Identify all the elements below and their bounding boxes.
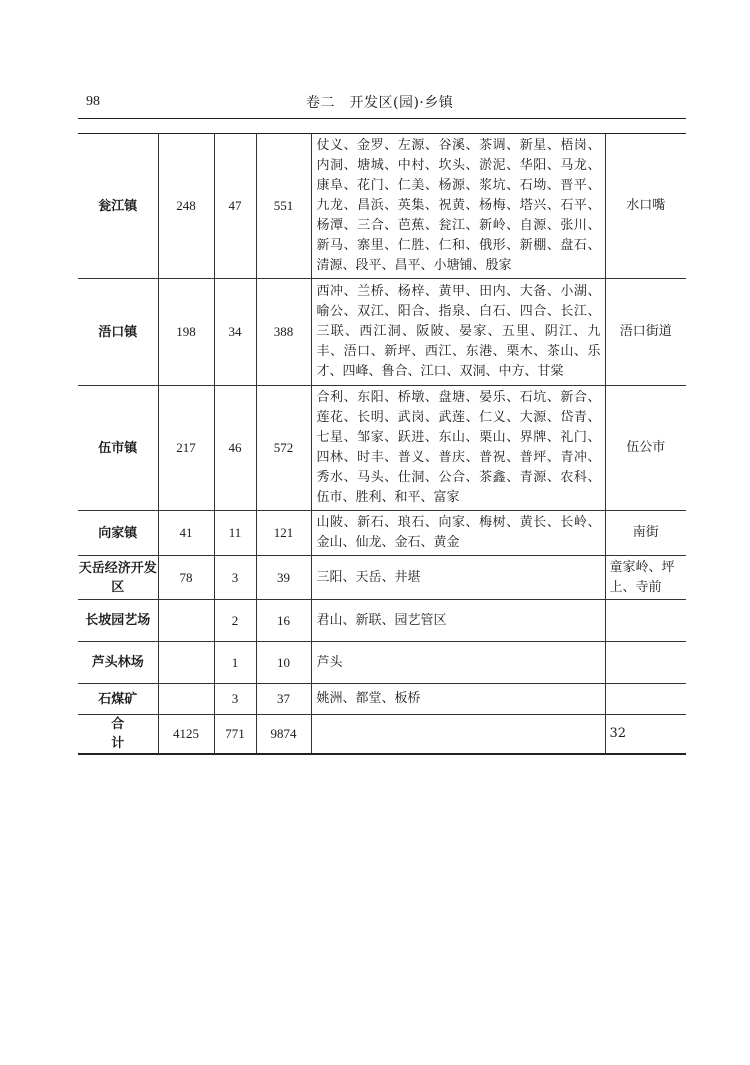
- count-cell: 39: [256, 556, 311, 600]
- seat-location: [605, 684, 686, 715]
- town-name: 芦头林场: [78, 642, 158, 684]
- table-row: [78, 600, 686, 642]
- seat-location: 童家岭、坪上、寺前: [605, 556, 686, 600]
- page-number: 98: [86, 94, 100, 109]
- village-list: 三阳、天岳、井堪: [311, 556, 605, 600]
- count-cell: 3: [214, 684, 256, 715]
- running-head: 卷二 开发区(园)·乡镇: [306, 95, 454, 111]
- count-cell: 551: [256, 134, 311, 279]
- seat-location: 南街: [605, 511, 686, 556]
- table-row: [78, 134, 686, 279]
- count-cell: [158, 600, 214, 642]
- count-cell: 34: [214, 279, 256, 386]
- town-name: 石煤矿: [78, 684, 158, 715]
- town-name: 天岳经济开发区: [78, 556, 158, 600]
- count-cell: 2: [214, 600, 256, 642]
- village-list: 芦头: [311, 642, 605, 684]
- count-cell: 1: [214, 642, 256, 684]
- table-row: [78, 684, 686, 715]
- town-name: 浯口镇: [78, 279, 158, 386]
- village-list: 君山、新联、园艺管区: [311, 600, 605, 642]
- count-cell: 10: [256, 642, 311, 684]
- town-name: 伍市镇: [78, 386, 158, 511]
- seat-location: 32: [605, 715, 686, 755]
- seat-location: 水口嘴: [605, 134, 686, 279]
- town-name: 向家镇: [78, 511, 158, 556]
- count-cell: 9874: [256, 715, 311, 755]
- count-cell: 248: [158, 134, 214, 279]
- count-cell: 16: [256, 600, 311, 642]
- village-list: 合利、东阳、桥墩、盘塘、晏乐、石坑、新合、莲花、长明、武岗、武莲、仁义、大源、岱青、七星、邹家、跃进、东山、栗山、界牌、礼门、四林、时丰、普义、普庆、普祝、普坪、青冲、秀水、马头、仕洞、公合、茶鑫、青源、农科、伍市、胜利、和平、富家: [311, 386, 605, 511]
- count-cell: 47: [214, 134, 256, 279]
- count-cell: [158, 642, 214, 684]
- village-list: 姚洲、都堂、板桥: [311, 684, 605, 715]
- table-row: [78, 556, 686, 600]
- total-label: 合计: [78, 715, 158, 755]
- village-list: [311, 715, 605, 755]
- seat-location: 伍公市: [605, 386, 686, 511]
- page-header: [78, 90, 686, 114]
- township-table: [78, 133, 686, 755]
- count-cell: 3: [214, 556, 256, 600]
- count-cell: [158, 684, 214, 715]
- count-cell: 4125: [158, 715, 214, 755]
- town-name: 瓮江镇: [78, 134, 158, 279]
- count-cell: 217: [158, 386, 214, 511]
- header-rule: [78, 118, 686, 119]
- count-cell: 388: [256, 279, 311, 386]
- table-row: [78, 642, 686, 684]
- count-cell: 46: [214, 386, 256, 511]
- count-cell: 41: [158, 511, 214, 556]
- count-cell: 572: [256, 386, 311, 511]
- village-list: 仗义、金罗、左源、谷溪、茶调、新星、梧岗、内洞、塘城、中村、坎头、淤泥、华阳、马龙、康阜、花门、仁美、杨源、浆坑、石坳、晋平、九龙、昌浜、英集、祝黄、杨梅、塔兴、石平、杨潭、三合、芭蕉、瓮江、新岭、自源、张川、新马、寨里、仁胜、仁和、俄形、新棚、盘石、清源、段平、昌平、小塘铺、殷家: [311, 134, 605, 279]
- count-cell: 771: [214, 715, 256, 755]
- table-row: [78, 386, 686, 511]
- count-cell: 11: [214, 511, 256, 556]
- table-row: [78, 511, 686, 556]
- town-name: 长坡园艺场: [78, 600, 158, 642]
- seat-location: 浯口街道: [605, 279, 686, 386]
- table-row: [78, 715, 686, 755]
- table-row: [78, 279, 686, 386]
- seat-location: [605, 642, 686, 684]
- village-list: 西冲、兰桥、杨梓、黄甲、田内、大备、小湖、喻公、双江、阳合、指泉、白石、四合、长江、三联、西江洞、阪陂、晏家、五里、阴江、九丰、浯口、新坪、西江、东港、栗木、茶山、乐才、四峰、鲁合、江口、双洞、中方、甘棠: [311, 279, 605, 386]
- count-cell: 198: [158, 279, 214, 386]
- count-cell: 121: [256, 511, 311, 556]
- count-cell: 78: [158, 556, 214, 600]
- village-list: 山陂、新石、琅石、向家、梅树、黄长、长岭、金山、仙龙、金石、黄金: [311, 511, 605, 556]
- count-cell: 37: [256, 684, 311, 715]
- seat-location: [605, 600, 686, 642]
